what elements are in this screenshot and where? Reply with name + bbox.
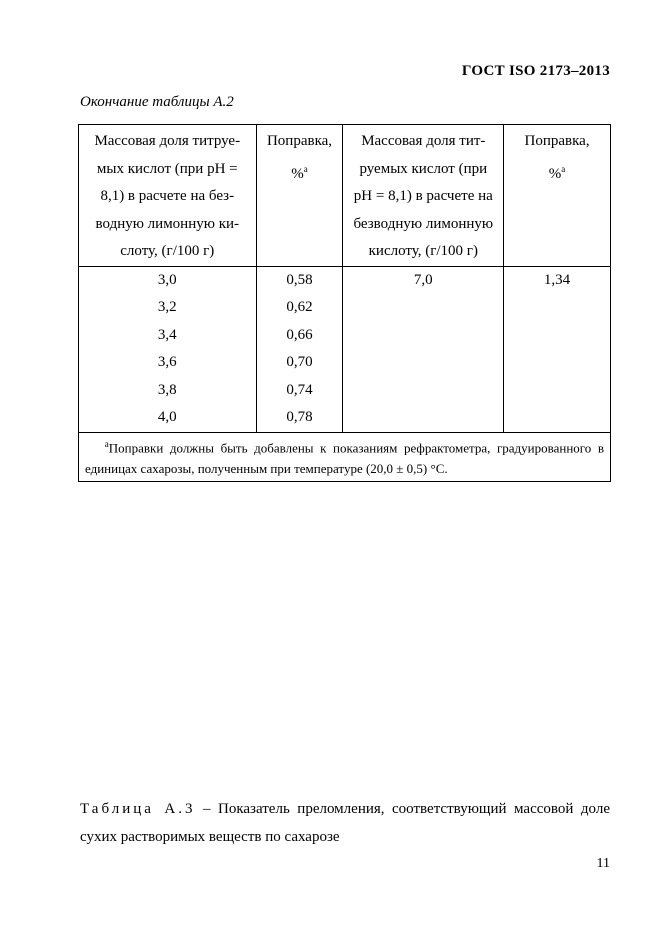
table-cell: 1,34 <box>543 271 571 288</box>
col2-header: Поправка, %$^a$ <box>256 125 343 267</box>
table-cell: 0,62 <box>286 299 313 315</box>
table-cell: 3,6 <box>157 354 177 370</box>
table-caption: Окончание таблицы А.2 <box>80 94 234 110</box>
col4-values <box>504 266 611 432</box>
page-number: 11 <box>596 856 610 871</box>
table-cell: 0,70 <box>286 354 313 370</box>
table-cell: 3,8 <box>157 381 177 398</box>
table-a3-label: Таблица А.3 <box>80 801 196 817</box>
table-cell: 0,58 <box>286 271 313 288</box>
table-footnote: $^a$Поправки должны быть добавлены к показаниям рефрактометра, градуированного в единицах сахарозы, полученным при температуре (20,0 ± 0,5) °С. <box>79 432 611 481</box>
col1-header: Массовая доля титруе- мых кислот (при pH = 8,1) в расчете на без- водную лимонную ки- слоту, (г/100 г) <box>79 125 257 267</box>
col3-values <box>343 266 504 432</box>
document-header: ГОСТ ISO 2173–2013 <box>461 63 610 79</box>
col4-header: Поправка, %$^a$ <box>504 125 611 267</box>
col2-values <box>256 266 343 432</box>
table-cell: 3,2 <box>157 299 177 315</box>
table-cell: 0,74 <box>286 381 313 398</box>
table-a3-title: Таблица А.3 – Показатель преломления, соответствующий массовой доле сухих растворимых веществ по сахарозе <box>80 801 610 845</box>
table-cell: 3,0 <box>157 271 177 288</box>
table-cell: 7,0 <box>413 271 433 288</box>
table-cell: 4,0 <box>157 409 177 425</box>
correction-table <box>78 124 611 482</box>
col3-header: Массовая доля тит- руемых кислот (при pH = 8,1) в расчете на безводную лимонную кислоту, (г/100 г) <box>343 125 504 267</box>
table-footnote-row <box>79 432 611 481</box>
col1-values <box>79 266 257 432</box>
table-cell: 0,66 <box>286 326 313 343</box>
table-cell: 0,78 <box>286 409 313 425</box>
table-cell: 3,4 <box>157 326 177 343</box>
table-header-row <box>79 125 611 267</box>
table-values-row <box>79 266 611 432</box>
